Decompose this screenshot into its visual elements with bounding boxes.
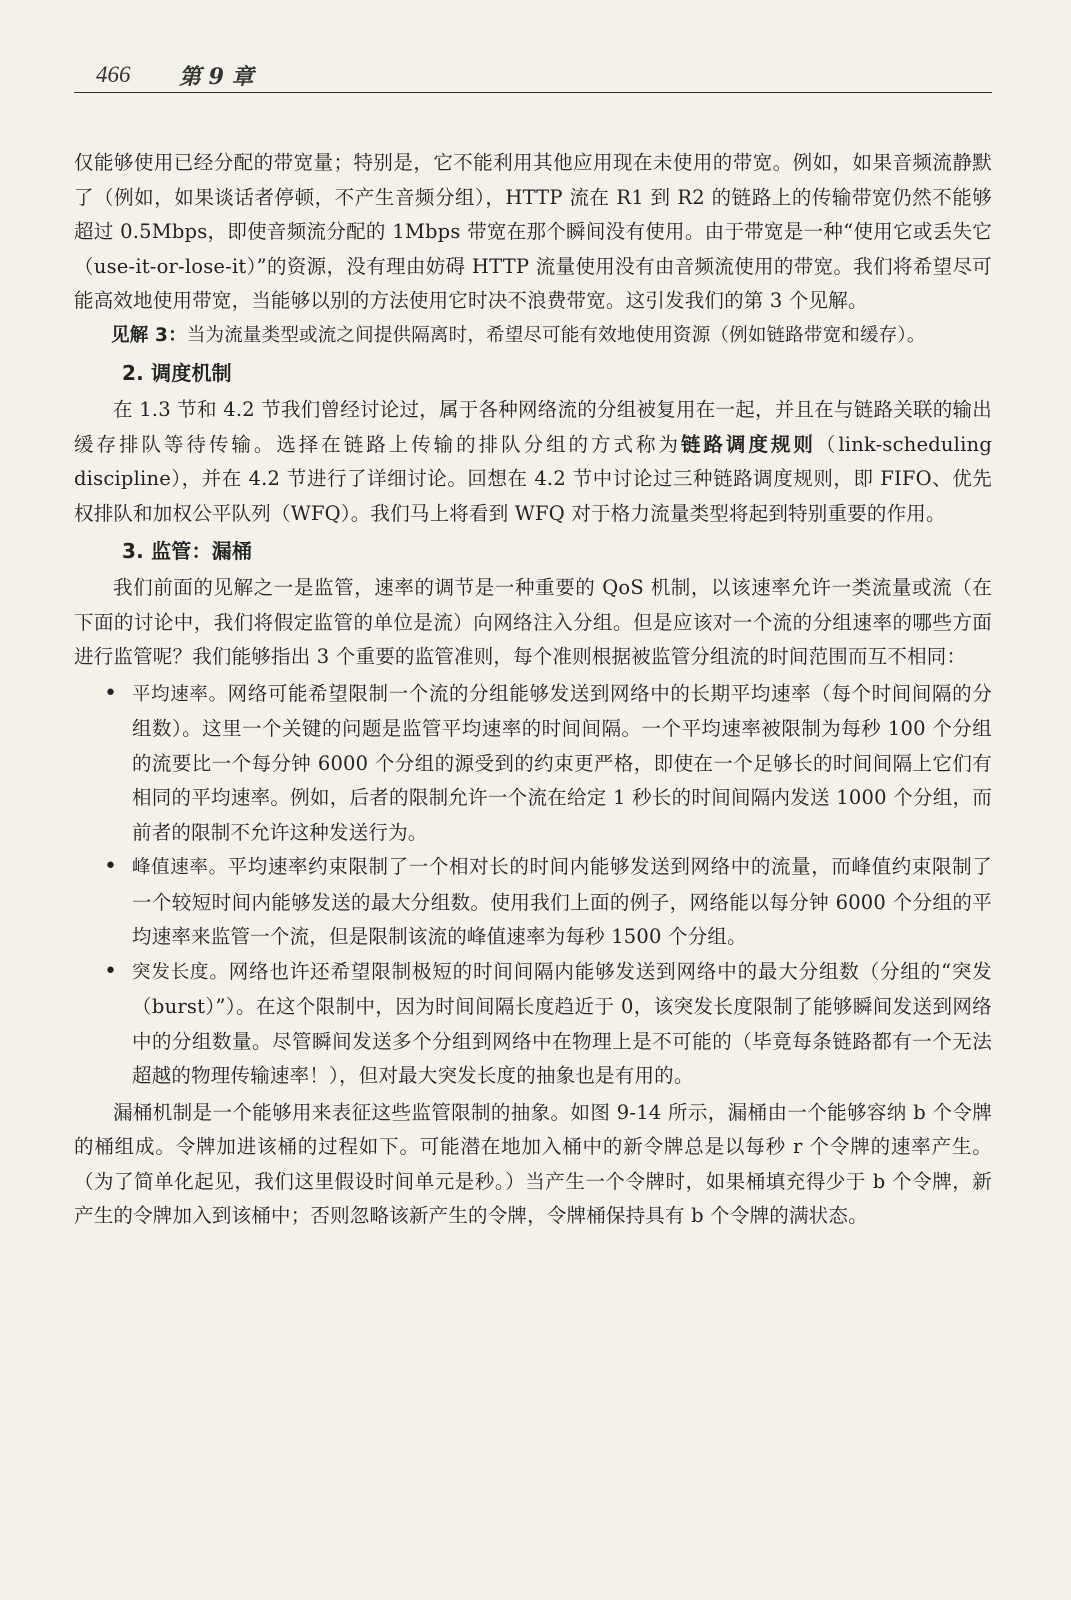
page-body xyxy=(74,146,992,1234)
page-number: 466 xyxy=(96,62,131,87)
paragraph-2-part-a: 在 1.3 节和 4.2 节我们曾经讨论过，属于各种网络流的分组被复用在一起，并且在与链路关联的输出缓存排队等待传输。选择在链路上传输的排队分组的方式称为 xyxy=(74,398,992,456)
policing-criteria-list xyxy=(74,677,992,1094)
section-heading-scheduling: 2. 调度机制 xyxy=(122,361,232,385)
insight-label: 见解 3： xyxy=(111,324,187,346)
list-item xyxy=(132,850,992,955)
term-link-scheduling: 链路调度规则 xyxy=(680,432,816,456)
bullet-term: 突发长度。 xyxy=(132,961,229,983)
insight-3 xyxy=(74,319,992,354)
list-item xyxy=(132,677,992,851)
bullet-text: 网络也许还希望限制极短的时间间隔内能够发送到网络中的最大分组数（分组的“突发（burst）”）。在这个限制中，因为时间间隔长度趋近于 0，该突发长度限制了能够瞬间发送到网络中的分组数量。尽管瞬间发送多个分组到网络中在物理上是不可能的（毕竟每条链路都有一个无法超越的物理传输速率！），但对最大突发长度的抽象也是有用的。 xyxy=(132,959,992,1087)
section-heading-policing: 3. 监管：漏桶 xyxy=(122,539,253,563)
chapter-title: 第 9 章 xyxy=(179,64,254,90)
paragraph-2-part-b: （link-scheduling discipline），并在 4.2 节进行了详细讨论。回想在 4.2 节中讨论过三种链路调度规则，即 FIFO、优先权排队和加权公平队列（WFQ）。我们马上将看到 WFQ 对于格力流量类型将起到特别重要的作用。 xyxy=(74,432,993,525)
bullet-term: 峰值速率。 xyxy=(132,857,228,878)
paragraph-3: 我们前面的见解之一是监管，速率的调节是一种重要的 QoS 机制，以该速率允许一类流量或流（在下面的讨论中，我们将假定监管的单位是流）向网络注入分组。但是应该对一个流的分组速率的哪些方面进行监管呢？我们能够指出 3 个重要的监管准则，每个准则根据被监管分组流的时间范围而互不相同： xyxy=(74,576,992,668)
insight-text: 当为流量类型或流之间提供隔离时，希望尽可能有效地使用资源（例如链路带宽和缓存）。 xyxy=(186,324,926,346)
list-item xyxy=(132,955,992,1094)
page-header xyxy=(74,58,992,93)
bullet-term: 平均速率。 xyxy=(132,683,228,705)
paragraph-2 xyxy=(74,393,992,531)
paragraph-1: 仅能够使用已经分配的带宽量；特别是，它不能利用其他应用现在未使用的带宽。例如，如果音频流静默了（例如，如果谈话者停顿，不产生音频分组），HTTP 流在 R1 到 R2 的链路上的传输带宽仍然不能够超过 0.5Mbps，即使音频流分配的 1Mbps 带宽在那个瞬间没有使用。由于带宽是一种“使用它或丢失它（use-it-or-lose-it）”的资源，没有理由妨碍 HTTP 流量使用没有由音频流使用的带宽。我们将希望尽可能高效地使用带宽，当能够以别的方法使用它时决不浪费带宽。这引发我们的第 3 个见解。 xyxy=(74,151,992,312)
bullet-text: 网络可能希望限制一个流的分组能够发送到网络中的长期平均速率（每个时间间隔的分组数）。这里一个关键的问题是监管平均速率的时间间隔。一个平均速率被限制为每秒 100 个分组的流要比一个每分钟 6000 个分组的源受到的约束更严格，即使在一个足够长的时间间隔上它们有相同的平均速率。例如，后者的限制允许一个流在给定 1 秒长的时间间隔内发送 1000 个分组，而前者的限制不允许这种发送行为。 xyxy=(132,681,992,844)
paragraph-4: 漏桶机制是一个能够用来表征这些监管限制的抽象。如图 9-14 所示，漏桶由一个能够容纳 b 个令牌的桶组成。令牌加进该桶的过程如下。可能潜在地加入桶中的新令牌总是以每秒 r 个令牌的速率产生。（为了简单化起见，我们这里假设时间单元是秒。）当产生一个令牌时，如果桶填充得少于 b 个令牌，新产生的令牌加入到该桶中；否则忽略该新产生的令牌，令牌桶保持具有 b 个令牌的满状态。 xyxy=(74,1100,992,1227)
bullet-text: 平均速率约束限制了一个相对长的时间内能够发送到网络中的流量，而峰值约束限制了一个较短时间内能够发送的最大分组数。使用我们上面的例子，网络能以每分钟 6000 个分组的平均速率来监管一个流，但是限制该流的峰值速率为每秒 1500 个分组。 xyxy=(132,855,992,948)
